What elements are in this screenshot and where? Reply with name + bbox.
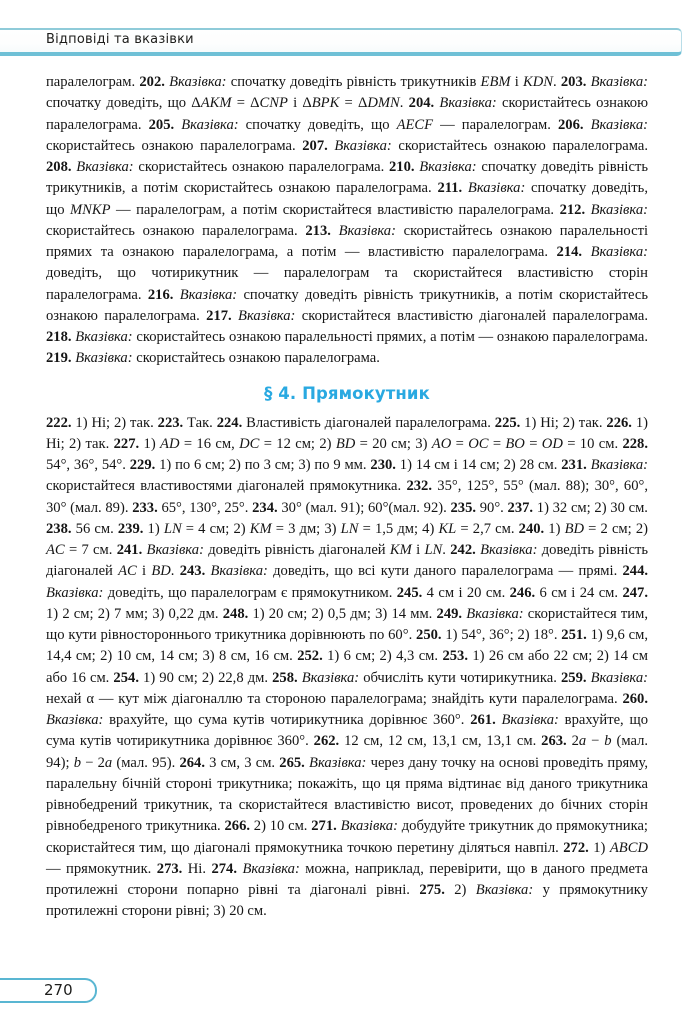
running-header-title: Відповіді та вказівки [46, 32, 194, 47]
answers-paragraph-rectangle: 222. 1) Ні; 2) так. 223. Так. 224. Властивість діагоналей паралелограма. 225. 1) Ні; 2) так. 226. 1) Ні; 2) так. 227. 1) AD = 16 см, DC = 12 см; 2) BD = 20 см; 3) AO = OC = BO = OD = 10 см. 228. 54°, 36°, 54°. 229. 1) по 6 см; 2) по 3 см; 3) по 9 мм. 230. 1) 14 см і 14 см; 2) 28 см. 231. Вказівка: скористайтеся властивостями діагоналей прямокутника. 232. 35°, 125°, 55° (мал. 88); 30°, 60°, 30° (мал. 89). 233. 65°, 130°, 25°. 234. 30° (мал. 91); 60°(мал. 92). 235. 90°. 237. 1) 32 см; 2) 30 см. 238. 56 см. 239. 1) LN = 4 см; 2) KM = 3 дм; 3) LN = 1,5 дм; 4) KL = 2,7 см. 240. 1) BD = 2 см; 2) AC = 7 см. 241. Вказівка: доведіть рівність діагоналей KM і LN. 242. Вказівка: доведіть рівність діагоналей AC і BD. 243. Вказівка: доведіть, що всі кути даного паралелограма — прямі. 244. Вказівка: доведіть, що паралелограм є прямокутником. 245. 4 см і 20 см. 246. 6 см і 24 см. 247. 1) 2 см; 2) 7 мм; 3) 0,22 дм. 248. 1) 20 см; 2) 0,5 дм; 3) 14 мм. 249. Вказівка: скористайтеся тим, що кути рівностороннього трикутника дорівнюють по 60°. 250. 1) 54°, 36°; 2) 18°. 251. 1) 9,6 см, 14,4 см; 2) 10 см, 14 см; 3) 8 см, 16 см. 252. 1) 6 см; 2) 4,3 см. 253. 1) 26 см або 22 см; 2) 14 см або 16 см. 254. 1) 90 см; 2) 22,8 дм. 258. Вказівка: обчисліть кути чотирикутника. 259. Вказівка: нехай α — кут між діагоналлю та стороною паралелограма; знайдіть кути паралелограма. 260. Вказівка: врахуйте, що сума кутів чотирикутника дорівнює 360°. 261. Вказівка: врахуйте, що сума кутів чотирикутника дорівнює 360°. 262. 12 см, 12 см, 13,1 см, 13,1 см. 263. 2a − b (мал. 94); b − 2a (мал. 95). 264. 3 см, 3 см. 265. Вказівка: через дану точку на основі проведіть пряму, паралельну бічній стороні трикутника; покажіть, що ця пряма відтинає від даного трикутника рівнобедрений трикутник, та скористайтеся властивістю висот, проведених до бічних сторін рівнобедреного трикутника. 266. 2) 10 см. 271. Вказівка: добудуйте трикутник до прямокутника; скористайтеся тим, що діагоналі прямокутника точкою перетину діляться навпіл. 272. 1) ABCD — прямокутник. 273. Ні. 274. Вказівка: можна, наприклад, перевірити, що в даного предмета протилежні сторони попарно рівні та діагоналі рівні. 275. 2) Вказівка: у прямокутнику протилежні сторони рівні; 3) 20 см. [46, 414, 649, 920]
page-number: 270 [44, 981, 73, 999]
section-heading-rectangle: § 4. Прямокутник [264, 383, 430, 403]
answers-text-column [46, 72, 648, 923]
answers-paragraph-parallelogram: паралелограм. 202. Вказівка: спочатку доведіть рівність трикутників EBM і KDN. 203. Вказівка: спочатку доведіть, що ΔAKM = ΔCNP і ΔBPK = ΔDMN. 204. Вказівка: скористайтесь ознакою паралелограма. 205. Вказівка: спочатку доведіть, що AECF — паралелограм. 206. Вказівка: скористайтесь ознакою паралелограма. 207. Вказівка: скористайтесь ознакою паралелограма. 208. Вказівка: скористайтесь ознакою паралелограма. 210. Вказівка: спочатку доведіть рівність трикутників, а потім скористайтесь ознакою паралелограма. 211. Вказівка: спочатку доведіть, що MNKP — паралелограм, а потім скористайтеся властивістю паралелограма. 212. Вказівка: скористайтесь ознакою паралелограма. 213. Вказівка: скористайтесь ознакою паралельності прямих та ознакою паралелограма, а потім — властивістю паралелограма. 214. Вказівка: доведіть, що чотирикутник — паралелограм та скористайтеся властивістю сторін паралелограма. 216. Вказівка: спочатку доведіть рівність трикутників, а потім скористайтесь ознакою паралелограма. 217. Вказівка: скористайтеся властивістю діагоналей паралелограма. 218. Вказівка: скористайтесь ознакою паралельності прямих, а потім — ознакою паралелограма. 219. Вказівка: скористайтесь ознакою паралелограма. [46, 74, 649, 367]
